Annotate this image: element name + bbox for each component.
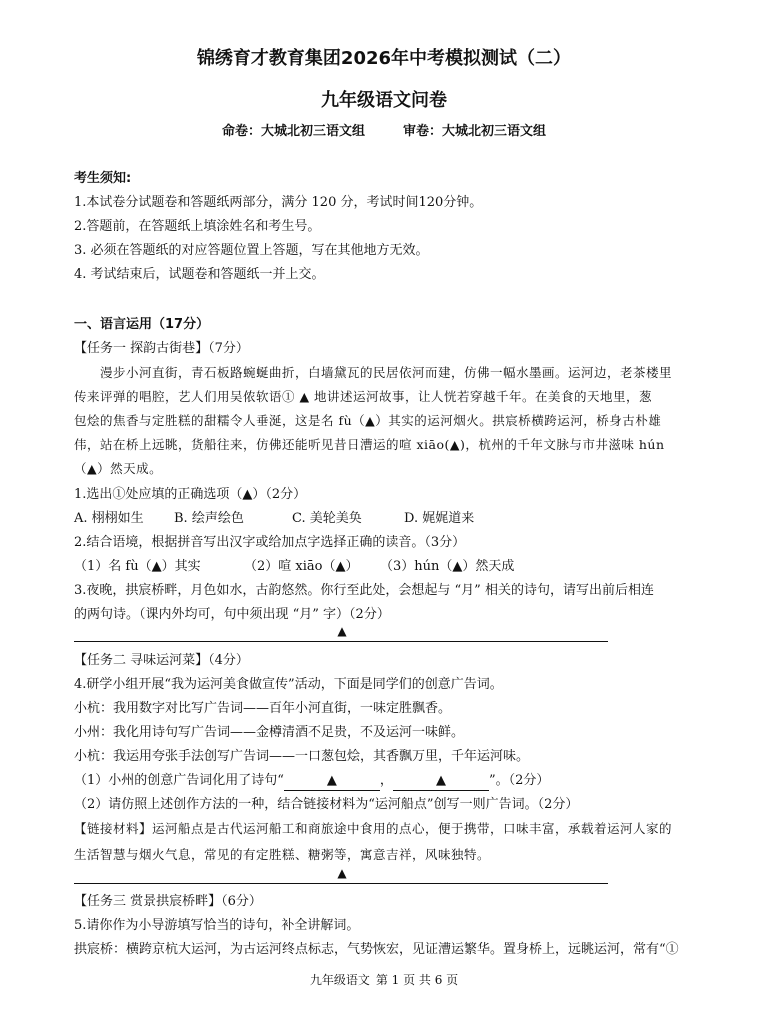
option-b: B. 绘声绘色 (174, 511, 244, 526)
question-4-2: （2）请仿照上述创作方法的一种，结合链接材料为“运河船点”创写一则广告词。（2分） (74, 797, 579, 812)
notice-heading: 考生须知: (74, 171, 132, 186)
exam-authors (0, 120, 768, 139)
question-4-1 (74, 772, 708, 791)
question-1: 1.选出①处应填的正确选项（▲）（2分） (74, 487, 307, 502)
question-5-text: 拱宸桥：横跨京杭大运河，为古运河终点标志，气势恢宏，见证漕运繁华。置身桥上，远眺运河，常有“① (74, 942, 679, 957)
question-4: 4.研学小组开展“我为运河美食做宣传”活动，下面是同学们的创意广告词。 (74, 677, 503, 692)
q2-item: （3）hún（▲）然天成 (380, 559, 515, 574)
page-footer (0, 971, 768, 988)
answer-mark: ▲ (337, 866, 347, 880)
fill-blank: ▲ (284, 772, 380, 791)
reviewer-label: 审卷：大城北初三语文组 (403, 124, 547, 139)
footer-page: 第 1 页 共 6 页 (375, 973, 459, 987)
ad-line: 小杭：我运用夸张手法创写广告词——一口葱包烩，其香飘万里，千年运河味。 (74, 749, 530, 764)
passage-line: （▲）然天成。 (74, 461, 163, 476)
footer-subject: 九年级语文 (309, 973, 370, 987)
question-1-options (74, 510, 708, 528)
question-2: 2.结合语境，根据拼音写出汉字或给加点字选择正确的读音。（3分） (74, 535, 466, 550)
question-3: 3.夜晚，拱宸桥畔，月色如水，古韵悠然。你行至此处，会想起与 “月” 相关的诗句，请写出前后相连 (74, 583, 654, 598)
section1-heading: 一、语言运用（17分） (74, 317, 210, 332)
notice-item: 2.答题前，在答题纸上填涂姓名和考生号。 (74, 219, 321, 234)
link-material: 【链接材料】运河船点是古代运河船工和商旅途中食用的点心，便于携带，口味丰富，承载着运河人家的 (74, 821, 673, 836)
ad-line: 小州：我化用诗句写广告词——金樽清酒不足贵，不及运河一味鲜。 (74, 725, 465, 740)
notice-item: 4. 考试结束后，试题卷和答题纸一并上交。 (74, 267, 325, 282)
passage-line: 传来评弹的唱腔，艺人们用吴侬软语① ▲ 地讲述运河故事，让人恍若穿越千年。在美食的天地里，葱 (74, 389, 653, 404)
ad-line: 小杭：我用数字对比写广告词——百年小河直街，一味定胜飘香。 (74, 701, 452, 716)
passage-line: 包烩的焦香与定胜糕的甜糯令人垂涎，这是名 fù（▲）其实的运河烟火。拱宸桥横跨运河，桥身古朴雄 (74, 413, 662, 428)
notice-item: 1.本试卷分试题卷和答题纸两部分，满分 120 分，考试时间120分钟。 (74, 195, 483, 210)
q2-item: （2）喧 xiāo（▲） (244, 559, 359, 574)
task3-title: 【任务三 赏景拱宸桥畔】（6分） (74, 894, 262, 909)
option-a: A. 栩栩如生 (74, 511, 144, 526)
notice-item: 3. 必须在答题纸的对应答题位置上答题，写在其他地方无效。 (74, 243, 429, 258)
passage-line: 漫步小河直街，青石板路蜿蜒曲折，白墙黛瓦的民居依河而建，仿佛一幅水墨画。运河边，老茶楼里 (74, 365, 673, 380)
question-2-items (74, 558, 708, 576)
task2-title: 【任务二 寻味运河菜】（4分） (74, 653, 249, 668)
q4-1-sep: ， (379, 773, 393, 788)
answer-line (74, 641, 608, 642)
question-3-cont: 的两句诗。（课内外均可，句中须出现 “月” 字）（2分） (74, 607, 390, 622)
fill-blank: ▲ (393, 772, 489, 791)
q2-item: （1）名 fù（▲）其实 (74, 559, 201, 574)
option-d: D. 娓娓道来 (404, 511, 475, 526)
question-5: 5.请你作为小导游填写恰当的诗句，补全讲解词。 (74, 918, 360, 933)
passage-line: 伟，站在桥上远眺，货船往来，仿佛还能听见昔日漕运的喧 xiāo(▲)，杭州的千年文脉与市井滋味 hún (74, 437, 665, 452)
q4-1-prefix: （1）小州的创意广告词化用了诗句“ (74, 773, 284, 788)
answer-mark: ▲ (337, 624, 347, 638)
exam-subtitle: 九年级语文问卷 (321, 90, 447, 111)
link-material-cont: 生活智慧与烟火气息，常见的有定胜糕、糖粥等，寓意吉祥，风味独特。 (74, 847, 491, 862)
option-c: C. 美轮美奂 (292, 511, 362, 526)
answer-line (74, 883, 608, 884)
exam-title: 锦绣育才教育集团2026年中考模拟测试（二） (196, 48, 572, 69)
q4-1-suffix: ”。（2分） (488, 773, 550, 788)
task1-title: 【任务一 探韵古街巷】（7分） (74, 341, 249, 356)
setter-label: 命卷：大城北初三语文组 (221, 124, 365, 139)
